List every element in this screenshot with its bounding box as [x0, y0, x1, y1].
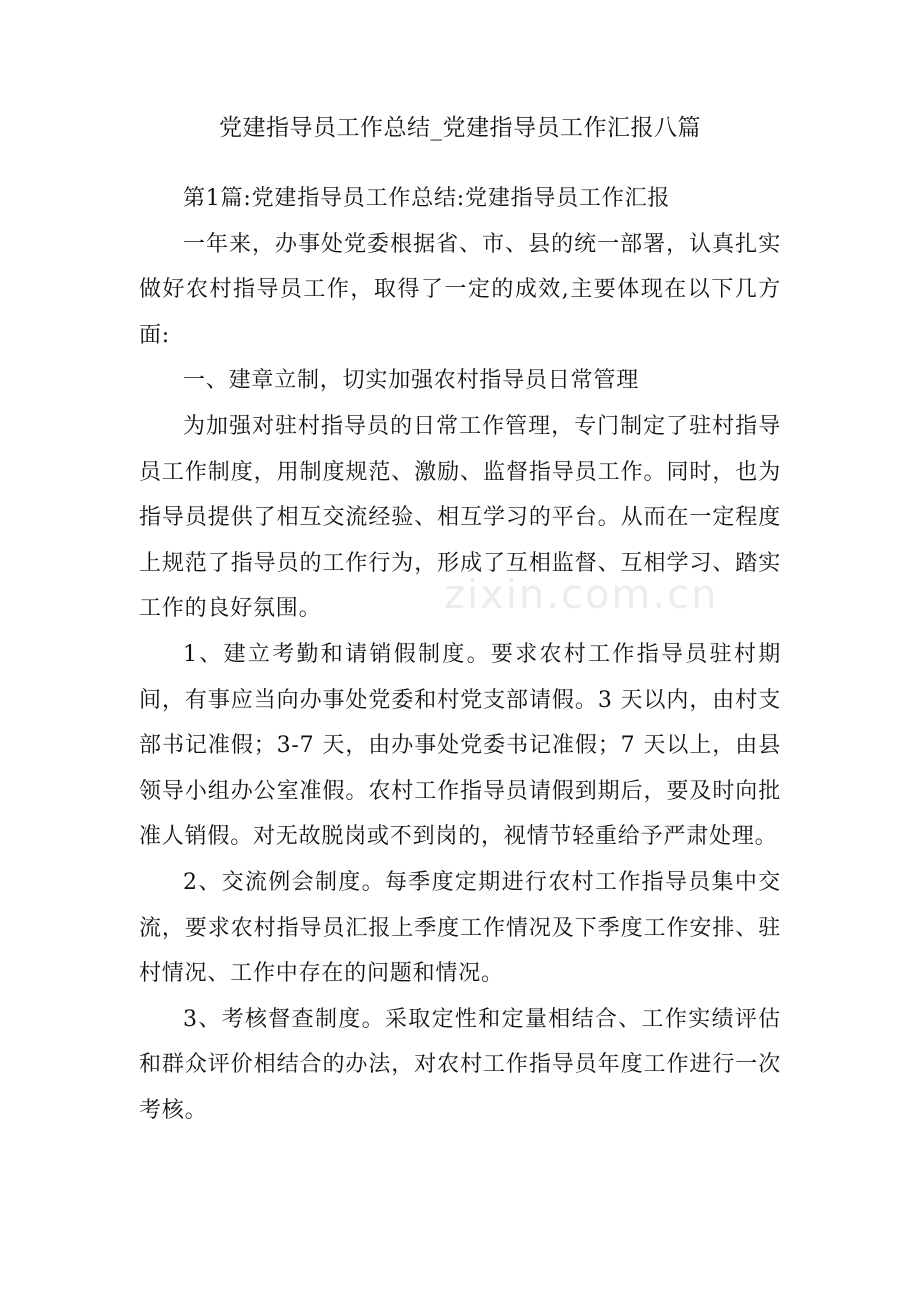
body-paragraph: 为加强对驻村指导员的日常工作管理，专门制定了驻村指导员工作制度，用制度规范、激励、监督指导员工作。同时，也为指导员提供了相互交流经验、相互学习的平台。从而在一定程度上规范了指导员的工作行为，形成了互相监督、互相学习、踏实工作的良好氛围。 — [139, 413, 781, 622]
document-title: 党建指导员工作总结_党建指导员工作汇报八篇 — [219, 115, 701, 141]
subheading-1: 一、建章立制，切实加强农村指导员日常管理 — [183, 368, 640, 394]
intro-paragraph: 一年来，办事处党委根据省、市、县的统一部署，认真扎实做好农村指导员工作，取得了一定的成效,主要体现在以下几方面: — [139, 231, 781, 348]
watermark: zixin.com.cn — [444, 572, 719, 618]
section-heading-1: 第1篇:党建指导员工作总结:党建指导员工作汇报 — [183, 186, 671, 211]
document-body — [139, 176, 781, 1133]
list-item-1: 1、建立考勤和请销假制度。要求农村工作指导员驻村期间，有事应当向办事处党委和村党支部请假。3 天以内，由村支部书记准假；3-7 天，由办事处党委书记准假；7 天以上，由县领导小组办公室准假。农村工作指导员请假到期后，要及时向批准人销假。对无故脱岗或不到岗的，视情节轻重给予严肃处理。 — [139, 641, 781, 850]
list-item-3: 3、考核督查制度。采取定性和定量相结合、工作实绩评估和群众评价相结合的办法，对农村工作指导员年度工作进行一次考核。 — [139, 1006, 781, 1123]
list-item-2: 2、交流例会制度。每季度定期进行农村工作指导员集中交流，要求农村指导员汇报上季度工作情况及下季度工作安排、驻村情况、工作中存在的问题和情况。 — [139, 869, 781, 987]
